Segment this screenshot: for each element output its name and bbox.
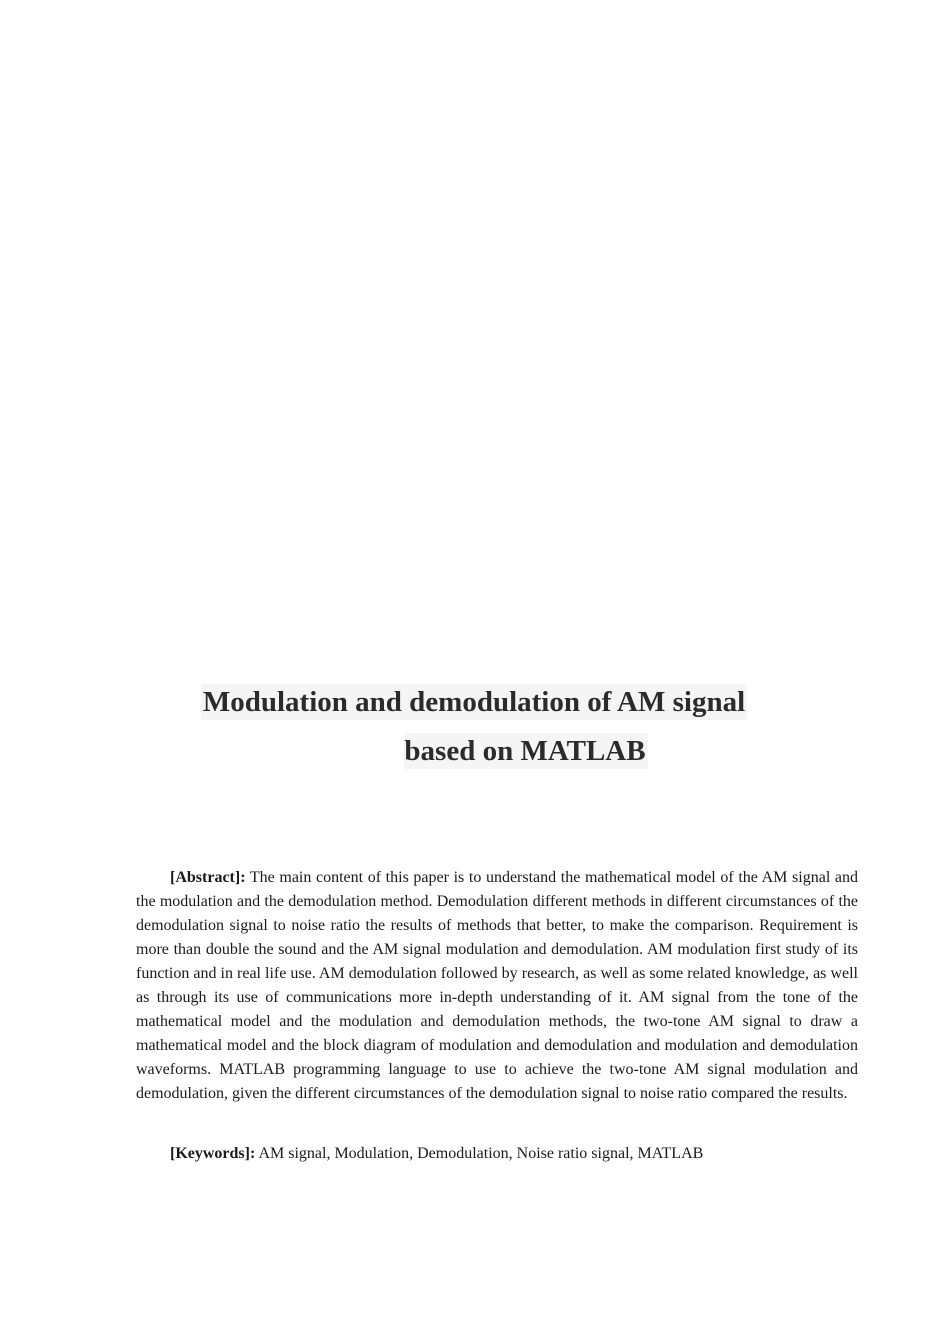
- title-line-2: based on MATLAB: [404, 735, 646, 767]
- abstract-text: The main content of this paper is to understand the mathematical model of the AM signal and the modulation and the demodulation method. Demodulation different methods in different circumstances of the demodulation signal to noise ratio the results of methods that better, to make the comparison. Requirement is more than double the sound and the AM signal modulation and demodulation. AM modulation first study of its function and in real life use. AM demodulation followed by research, as well as some related knowledge, as well as through its use of communications more in-depth understanding of it. AM signal from the tone of the mathematical model and the modulation and demodulation methods, the two-tone AM signal to draw a mathematical model and the block diagram of modulation and demodulation and modulation and demodulation waveforms. MATLAB programming language to use to achieve the two-tone AM signal modulation and demodulation, given the different circumstances of the demodulation signal to noise ratio compared the results.: [136, 869, 858, 1102]
- keywords-text: AM signal, Modulation, Demodulation, Noise ratio signal, MATLAB: [258, 1145, 704, 1162]
- keywords-paragraph: [136, 1142, 858, 1166]
- paper-title: [0, 684, 950, 769]
- abstract-paragraph: [136, 866, 858, 1106]
- keywords-label: [Keywords]:: [170, 1145, 256, 1162]
- abstract-label: [Abstract]:: [170, 869, 246, 886]
- title-line-1: Modulation and demodulation of AM signal: [202, 686, 746, 718]
